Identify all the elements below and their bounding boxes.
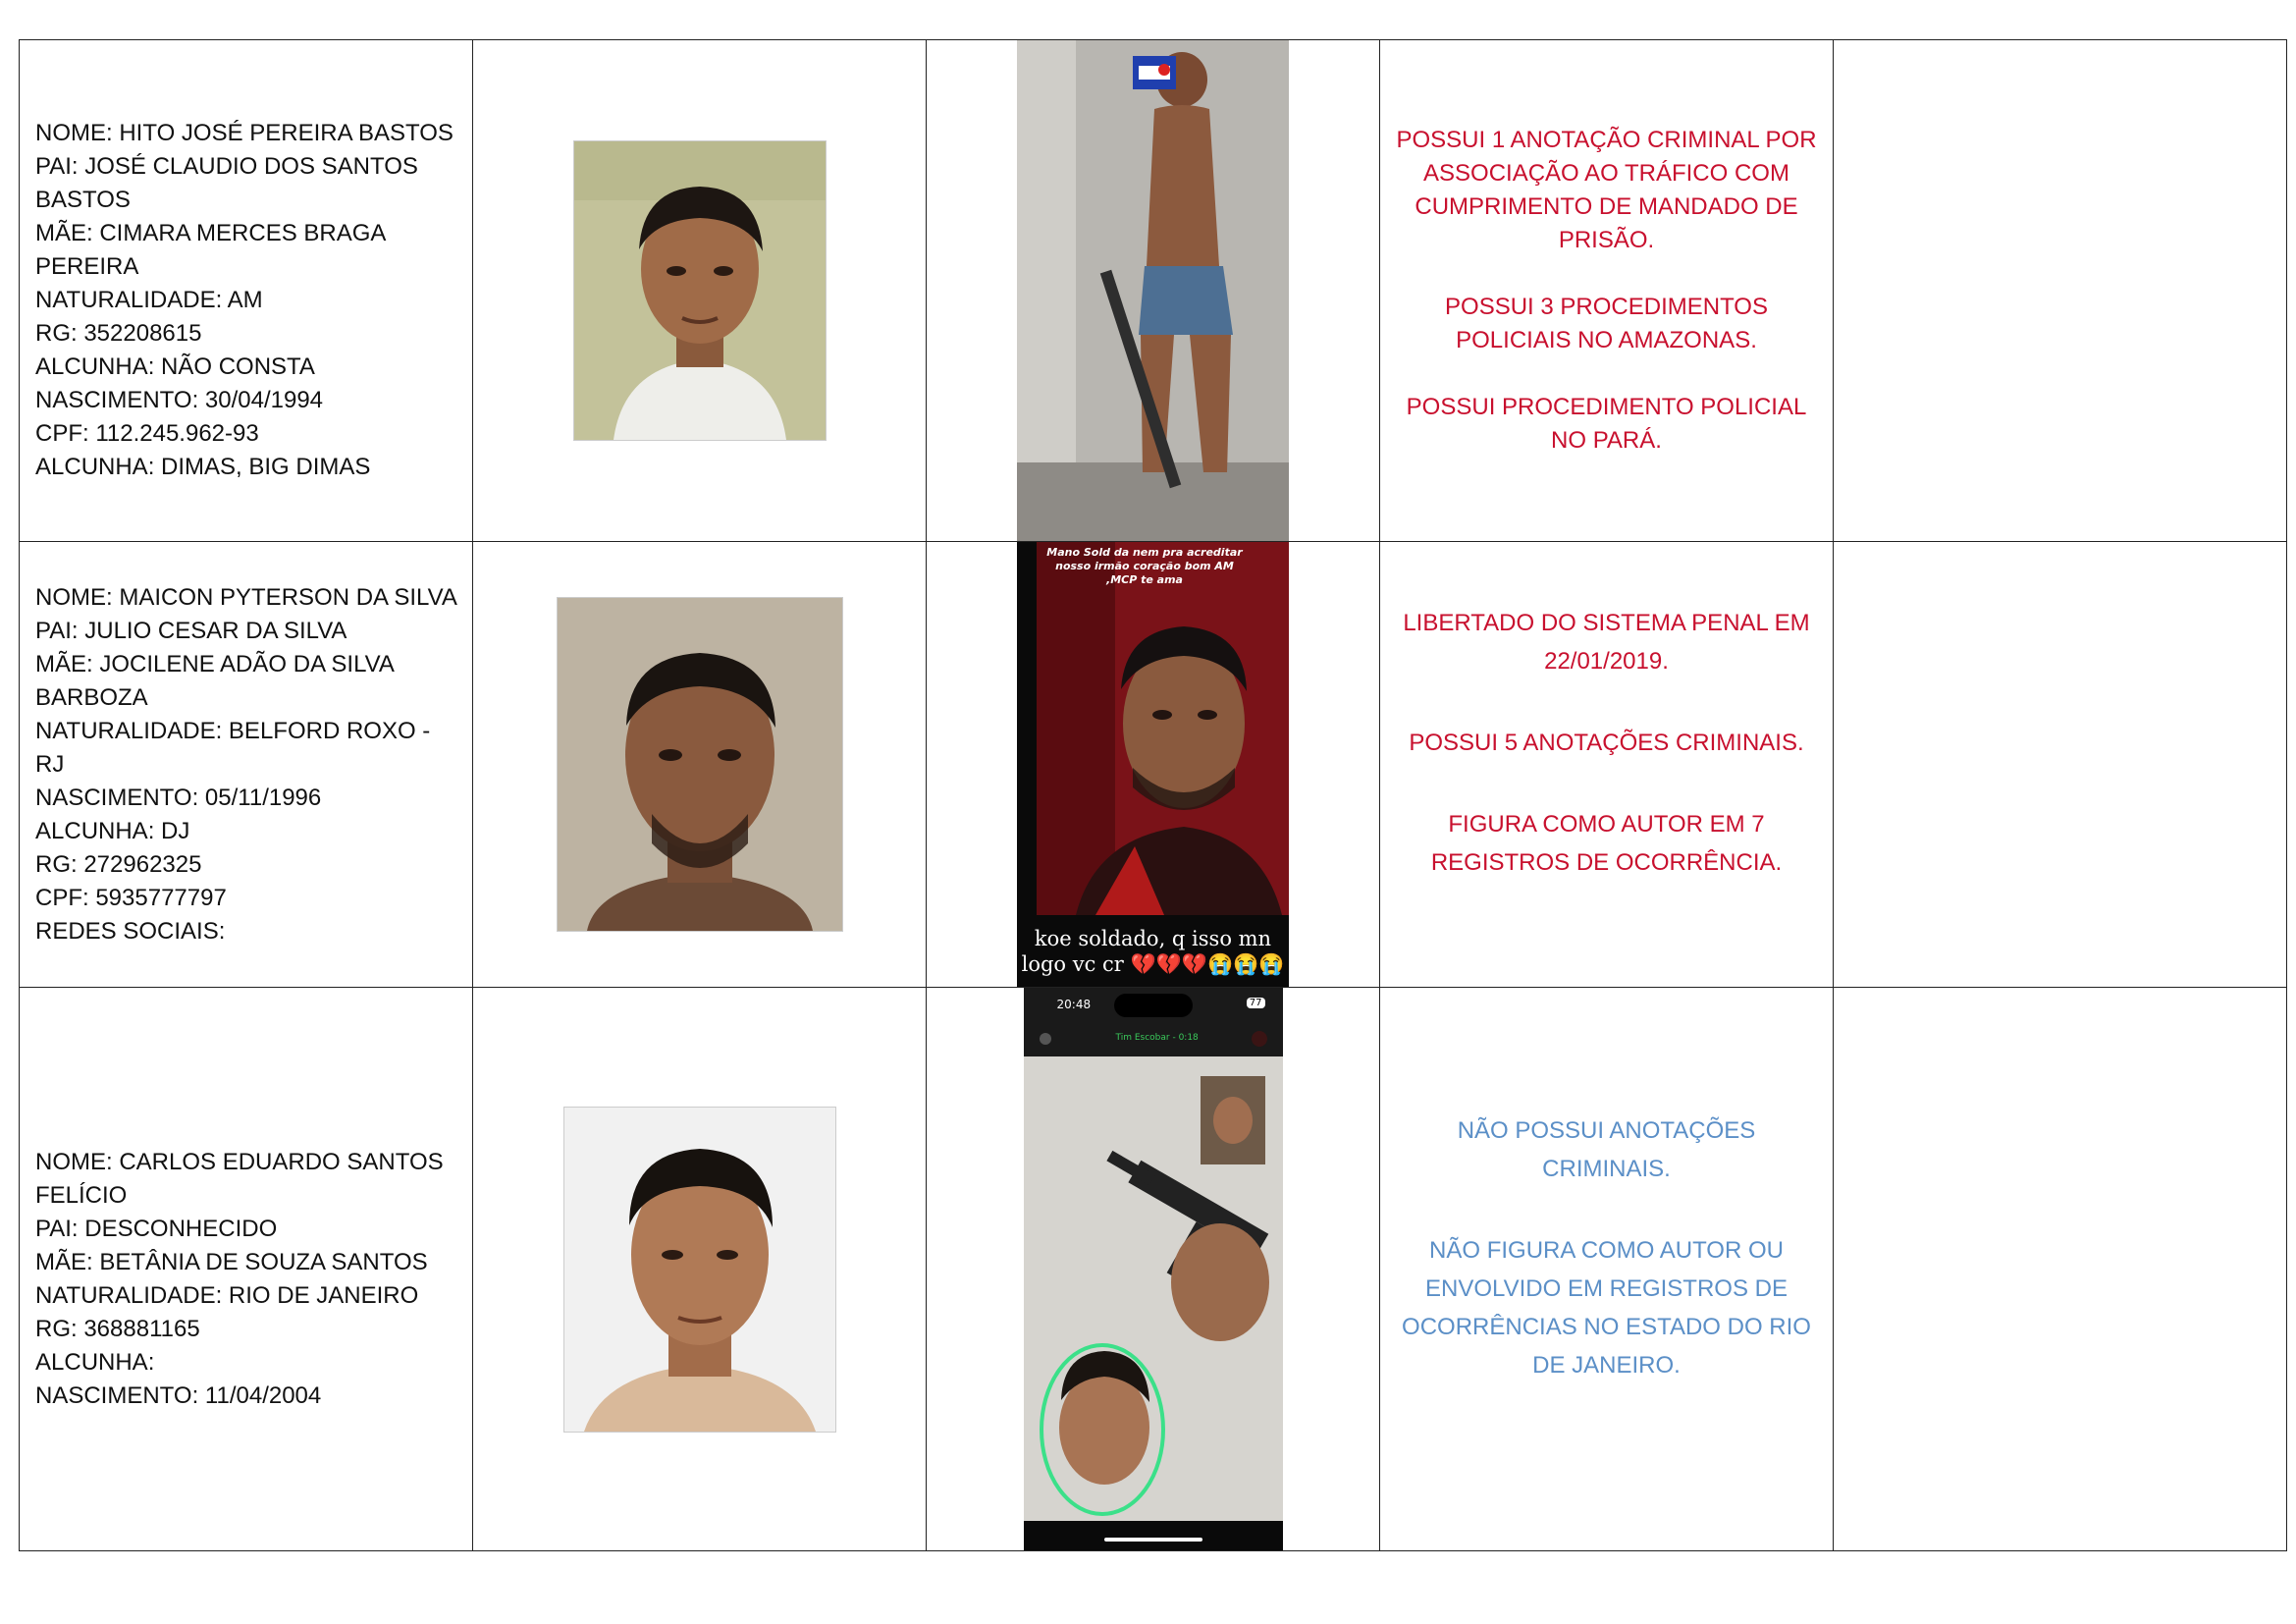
info-line: REDES SOCIAIS: [35,917,226,945]
info-line: ALCUNHA: NÃO CONSTA [35,353,315,380]
criminal-note: POSSUI 5 ANOTAÇÕES CRIMINAIS. [1409,730,1804,756]
record-row-2 [20,542,2287,988]
info-line: NATURALIDADE: AM [35,287,263,313]
photo-caption-bottom: koe soldado, q isso mn logo vc cr 💔💔💔😭😭😭 [1021,927,1285,976]
criminal-note: NÃO FIGURA COMO AUTOR OU ENVOLVIDO EM REGISTROS DE OCORRÊNCIAS NO ESTADO DO RIO DE JANEIRO. [1402,1236,1811,1379]
criminal-note: POSSUI 1 ANOTAÇÃO CRIMINAL POR ASSOCIAÇÃO AO TRÁFICO COM CUMPRIMENTO DE MANDADO DE PRISÃO. [1396,127,1817,253]
info-line: NOME: HITO JOSÉ PEREIRA BASTOS [35,120,454,146]
info-line: NATURALIDADE: BELFORD ROXO - RJ [35,717,431,778]
info-line: NASCIMENTO: 11/04/2004 [35,1381,322,1409]
info-line: PAI: JOSÉ CLAUDIO DOS SANTOS BASTOS [35,153,418,213]
record-row-1 [20,40,2287,542]
mugshot-cell-3 [473,988,927,1551]
info-line: CPF: 5935777797 [35,884,227,911]
info-line: PAI: DESCONHECIDO [35,1215,278,1242]
info-line: RG: 368881165 [35,1315,200,1342]
photo-cell-1 [927,40,1380,542]
call-caller-label: Tim Escobar - 0:18 [1115,1033,1199,1043]
info-line: ALCUNHA: DIMAS, BIG DIMAS [35,454,371,480]
info-line: ALCUNHA: DJ [35,817,190,844]
empty-cell-1 [1834,40,2287,542]
mugshot-photo [573,140,827,441]
mugshot-photo [563,1107,836,1433]
info-line: CPF: 112.245.962-93 [35,420,259,447]
notes-cell-1 [1380,40,1834,542]
info-line: RG: 352208615 [35,320,202,347]
records-table [19,39,2287,1551]
notes-cell-3 [1380,988,1834,1551]
social-photo [1017,542,1289,987]
info-line: MÃE: BETÂNIA DE SOUZA SANTOS [35,1248,428,1275]
info-line: MÃE: JOCILENE ADÃO DA SILVA BARBOZA [35,650,394,711]
phone-status-time: 20:48 [1056,998,1092,1011]
phone-screenshot [1024,988,1283,1550]
info-line: MÃE: CIMARA MERCES BRAGA PEREIRA [35,220,386,280]
notes-cell-2 [1380,542,1834,988]
record-row-3 [20,988,2287,1551]
mugshot-cell-2 [473,542,927,988]
info-line: PAI: JULIO CESAR DA SILVA [35,617,347,644]
mugshot-cell-1 [473,40,927,542]
info-line: NOME: CARLOS EDUARDO SANTOS FELÍCIO [35,1148,444,1209]
photo-caption-top: Mano Sold da nem pra acreditar nosso irmão coração bom AM ,MCP te ama [1046,546,1243,586]
info-cell-2 [20,542,473,988]
info-line: NOME: MAICON PYTERSON DA SILVA [35,583,457,611]
phone-battery-badge: 77 [1247,998,1265,1008]
photo-cell-3 [927,988,1380,1551]
criminal-note: FIGURA COMO AUTOR EM 7 REGISTROS DE OCORRÊNCIA. [1430,811,1783,876]
criminal-note: NÃO POSSUI ANOTAÇÕES CRIMINAIS. [1457,1116,1756,1182]
info-cell-3 [20,988,473,1551]
info-line: ALCUNHA: [35,1348,155,1376]
criminal-note: LIBERTADO DO SISTEMA PENAL EM 22/01/2019. [1403,610,1810,675]
info-cell-1 [20,40,473,542]
mugshot-photo [557,597,843,932]
criminal-note: POSSUI PROCEDIMENTO POLICIAL NO PARÁ. [1406,394,1807,454]
criminal-note: POSSUI 3 PROCEDIMENTOS POLICIAIS NO AMAZONAS. [1445,294,1768,353]
info-line: NASCIMENTO: 30/04/1994 [35,387,324,413]
info-line: NATURALIDADE: RIO DE JANEIRO [35,1281,419,1309]
info-line: NASCIMENTO: 05/11/1996 [35,784,322,811]
photo-cell-2 [927,542,1380,988]
social-photo [1017,40,1289,541]
empty-cell-2 [1834,542,2287,988]
info-line: RG: 272962325 [35,850,202,878]
empty-cell-3 [1834,988,2287,1551]
